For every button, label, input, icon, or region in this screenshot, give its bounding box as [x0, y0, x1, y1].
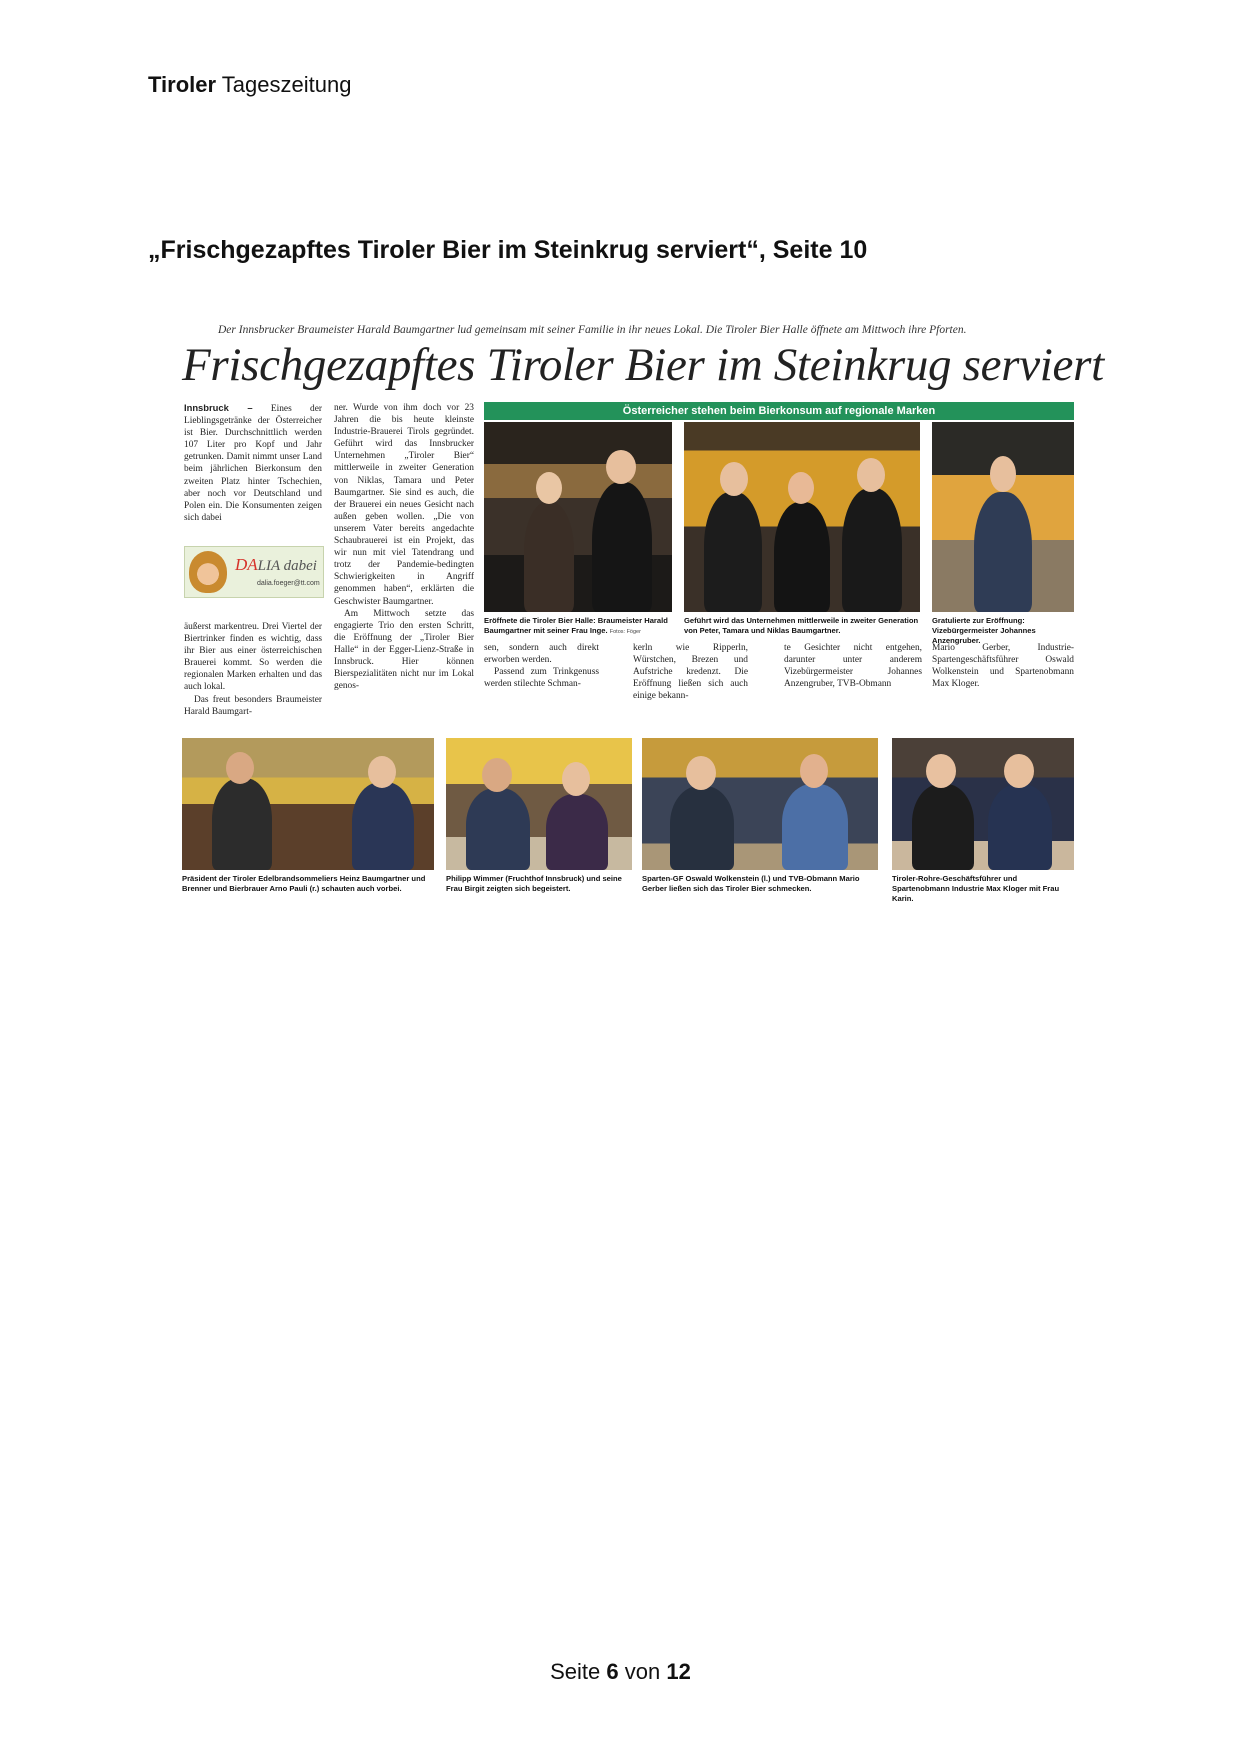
photo-wolkenstein-gerber [642, 738, 878, 870]
clipping-intro: Der Innsbrucker Braumeister Harald Baumgartner lud gemeinsam mit seiner Familie in ihr neues Lokal. Die Tiroler Bier Halle öffnete am Mittwoch ihre Pforten. [218, 324, 967, 336]
col1-text-b: äußerst markentreu. Drei Viertel der Biertrinker finden es wichtig, dass ihr Bier aus einer österreichischen Brauerei kommt. So werden die regionalen Marken erhalten und das auch lokal. [184, 622, 322, 693]
publication-name-rest: Tageszeitung [221, 72, 352, 97]
caption-bottom-1: Präsident der Tiroler Edelbrandsommeliers Heinz Baumgartner und Brenner und Bierbrauer Arno Pauli (r.) schauten auch vorbei. [182, 874, 426, 893]
clipping-headline: Frischgezapftes Tiroler Bier im Steinkrug serviert [182, 339, 1104, 391]
text-column-3 [484, 642, 599, 690]
col2-text-b: Am Mittwoch setzte das engagierte Trio den ersten Schritt, die Eröffnung der „Tiroler Bier Halle“ in der Egger-Lienz-Straße in Innsbruck. Hier können Bierspezialitäten nicht nur im Lokal genos- [334, 608, 474, 692]
photo-edelbrand-brenner [182, 738, 434, 870]
photo-braumeister-couple [484, 422, 672, 612]
col2-text-a: ner. Wurde von ihm doch vor 23 Jahren die bis heute kleinste Industrie-Brauerei Tirols gegründet. Geführt wird das Innsbrucker Unternehmen „Tiroler Bier“ mittlerweile in zweiter Generation von Niklas, Tamara und Peter Baumgartner. Sie sind es auch, die der Brauerei ein neues Gesicht nach außen geben wollen. „Die von unserem Vater bereits angedachte Schaubrauerei ist ein Projekt, das wir nun mit viel Tatendrang und trotz der Pandemie-bedingten Schwierigkeiten in Angriff genommen haben“, erklärten die Geschwister Baumgartner. [334, 403, 474, 607]
col1-text-a: Eines der Lieblingsgetränke der Österreicher ist Bier. Durchschnittlich werden 107 Liter pro Kopf und Jahr getrunken. Damit nimmt unser Land beim jährlichen Bierkonsum den zweiten Platz hinter Tschechien, aber noch vor Deutschland und Polen ein. Die Konsumenten zeigen sich dabei [184, 404, 322, 523]
caption-top-2: Geführt wird das Unternehmen mittlerweile in zweiter Generation von Peter, Tamara und Niklas Baumgartner. [684, 616, 919, 635]
col6-text: Mario Gerber, Industrie-Spartengeschäftsführer Oswald Wolkenstein und Spartenobmann Max Kloger. [932, 643, 1074, 690]
photo-wimmer-couple [446, 738, 632, 870]
text-column-6 [932, 642, 1074, 690]
photo-credit: Fotos: Föger [609, 629, 641, 635]
col4-text: kerln wie Ripperln, Würstchen, Brezen und Aufstriche kredenzt. Die Eröffnung ließen sich auch einige bekann- [633, 643, 748, 702]
text-column-1b [184, 621, 322, 718]
dateline: Innsbruck – [184, 402, 253, 413]
page-number: Seite 6 von 12 [550, 1659, 691, 1684]
col5-text: te Gesichter nicht entgehen, darunter unter anderem Vizebürgermeister Johannes Anzengruber, TVB-Obmann [784, 643, 922, 690]
columnist-portrait [189, 551, 227, 593]
text-column-1a [184, 402, 322, 540]
caption-bottom-4: Tiroler-Rohre-Geschäftsführer und Spartenobmann Industrie Max Kloger mit Frau Karin. [892, 874, 1060, 903]
text-column-5 [784, 642, 922, 690]
columnist-box [184, 546, 324, 598]
text-column-2 [334, 402, 474, 692]
text-column-4 [633, 642, 748, 702]
caption-bottom-3: Sparten-GF Oswald Wolkenstein (l.) und TVB-Obmann Mario Gerber ließen sich das Tiroler Bier schmecken. [642, 874, 860, 893]
col3-text-a: sen, sondern auch direkt erworben werden. [484, 643, 599, 666]
caption-bottom-2: Philipp Wimmer (Fruchthof Innsbruck) und seine Frau Birgit zeigten sich begeistert. [446, 874, 622, 893]
photo-vizebuergermeister [932, 422, 1074, 612]
col1-text-c: Das freut besonders Braumeister Harald Baumgart- [184, 694, 322, 717]
publication-header [148, 72, 351, 98]
photo-baumgartner-siblings [684, 422, 920, 612]
photo-kloger-couple [892, 738, 1074, 870]
section-banner: Österreicher stehen beim Bierkonsum auf regionale Marken [484, 402, 1074, 420]
columnist-email: dalia.foeger@tt.com [257, 580, 320, 587]
newspaper-clipping [182, 318, 1104, 963]
col3-text-b: Passend zum Trinkgenuss werden stilechte Schman- [484, 667, 599, 690]
caption-top-3: Gratulierte zur Eröffnung: Vizebürgermeister Johannes Anzengruber. [932, 616, 1036, 645]
caption-top-1: Eröffnete die Tiroler Bier Halle: Braumeister Harald Baumgartner mit seiner Frau Inge. Fotos: Föger [484, 616, 668, 635]
article-title: „Frischgezapftes Tiroler Bier im Steinkrug serviert“, Seite 10 [148, 236, 868, 264]
columnist-name: DALIA dabei [235, 555, 317, 574]
publication-name-bold: Tiroler [148, 72, 217, 97]
